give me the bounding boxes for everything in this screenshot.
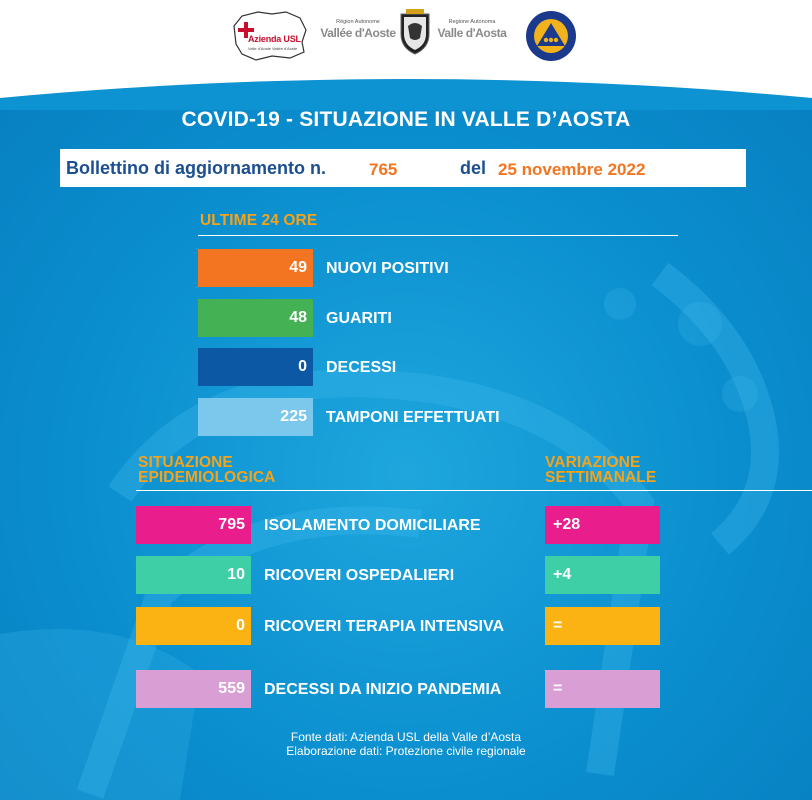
logo-bar [0,0,812,74]
bulletin-label: Bollettino di aggiornamento n. [66,158,326,178]
value-box: 10 [136,556,251,594]
value-box: 49 [198,249,313,287]
row-label: NUOVI POSITIVI [326,260,449,277]
region-logo-french: Région Autonome Vallée d'Aoste [320,19,396,40]
region-crest-icon [398,8,432,56]
footer-elaboration: Elaborazione dati: Protezione civile regionale [286,744,526,758]
protezione-civile-logo-icon [525,10,577,62]
variation-box: +4 [545,556,660,594]
variation-box: = [545,670,660,708]
page-title: COVID-19 - SITUAZIONE IN VALLE D’AOSTA [181,108,631,131]
footer-source: Fonte dati: Azienda USL della Valle d’Aosta [290,730,522,744]
row-label: RICOVERI OSPEDALIERI [264,567,455,584]
last24-divider [198,235,678,236]
epi-heading: SITUAZIONE EPIDEMIOLOGICA [138,454,276,486]
variation-box: +28 [545,506,660,544]
value-box: 225 [198,398,313,436]
bulletin-date: 25 novembre 2022 [498,160,646,179]
variation-box: = [545,607,660,645]
region-logo-italian: Regione Autonoma Valle d'Aosta [437,19,507,40]
usl-brand-text: Azienda USL [248,34,301,44]
usl-sub-text: Valle d'Aoste Vallée d'Aoste [248,46,298,51]
row-label: TAMPONI EFFETTUATI [326,409,500,426]
epi-divider [136,490,812,491]
bulletin-bar [60,149,746,187]
footer-credits [0,730,812,758]
value-box: 0 [198,348,313,386]
bulletin-number: 765 [369,160,398,179]
value-box: 795 [136,506,251,544]
row-label: DECESSI DA INIZIO PANDEMIA [264,681,502,698]
value-box: 559 [136,670,251,708]
azienda-usl-logo [228,8,310,64]
weekly-variation-heading: VARIAZIONE SETTIMANALE [545,454,657,486]
value-box: 0 [136,607,251,645]
row-label: RICOVERI TERAPIA INTENSIVA [264,618,505,635]
bulletin-del-label: del [460,158,487,178]
value-box: 48 [198,299,313,337]
last24-heading: ULTIME 24 ORE [200,212,318,229]
row-label: ISOLAMENTO DOMICILIARE [264,517,481,534]
row-label: DECESSI [326,359,397,376]
row-label: GUARITI [326,310,392,327]
